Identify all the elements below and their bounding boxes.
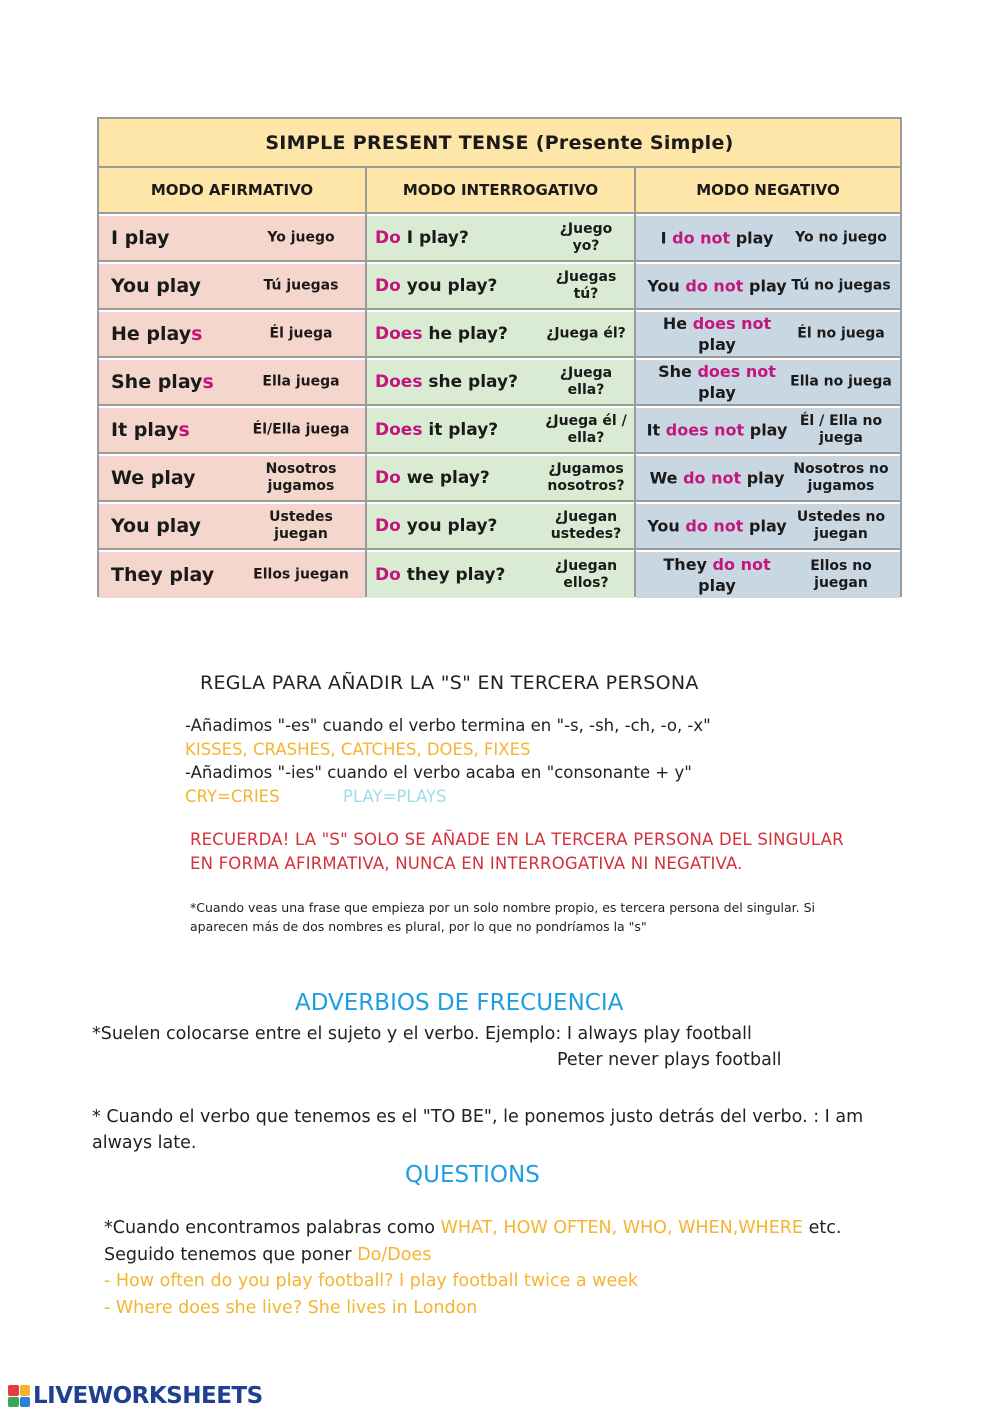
interrogative-rest: you play? [400,276,498,296]
negative-translation: Ellos no juegan [810,558,872,591]
negative-cell [636,504,900,550]
negative-cell [636,552,900,598]
adverbs-line-2: Peter never plays football [557,1050,782,1070]
interrogative-sentence [375,468,490,488]
adverbs-line-3: * Cuando el verbo que tenemos es el "TO BE", le ponemos justo detrás del verbo. : I am always late. [92,1107,864,1153]
affirmative-translation: Él juega [269,325,333,342]
questions-line-1 [104,1218,841,1238]
negative-cell [636,360,900,406]
negative-translation: Tú no juegas [791,277,891,294]
affirmative-translation: Tú juegas [263,277,339,294]
questions-line-2-text: Seguido tenemos que poner [104,1245,358,1265]
negative-auxiliary: does not [697,362,776,381]
rule-es-examples: KISSES, CRASHES, CATCHES, DOES, FIXES [185,740,531,759]
negative-verb: play [744,420,788,440]
auxiliary-verb: Do [375,468,401,488]
negative-translation: Nosotros no jugamos [793,461,889,494]
negative-subject: She [658,362,698,381]
negative-cell [636,312,900,358]
interrogative-cell [367,264,634,310]
affirmative-cell [99,216,365,262]
negative-translation: Ella no juega [790,373,892,390]
auxiliary-verb: Do [375,516,401,536]
interrogative-cell [367,504,634,550]
interrogative-cell [367,408,634,454]
header-negative: MODO NEGATIVO [636,168,900,214]
simple-present-table [97,117,902,597]
liveworksheets-logo[interactable] [8,1383,263,1409]
third-person-s: s [191,323,203,345]
affirmative-sentence [111,515,201,537]
logo-square [20,1385,31,1396]
interrogative-translation: ¿Juegan ellos? [554,558,618,591]
interrogative-translation: ¿Juega él / ella? [545,413,627,446]
interrogative-sentence [375,565,505,585]
negative-verb: play [730,228,774,248]
interrogative-rest: we play? [400,468,490,488]
negative-subject: You [647,516,686,536]
header-interrogative: MODO INTERROGATIVO [367,168,634,214]
affirmative-verb: You play [111,275,201,297]
negative-auxiliary: does not [665,420,745,440]
adverbs-title: ADVERBIOS DE FRECUENCIA [295,990,624,1016]
interrogative-rest: I play? [400,228,469,248]
negative-subject: They [663,555,713,574]
negative-sentence [642,313,792,355]
questions-example-2: - Where does she live? She lives in London [104,1298,478,1318]
negative-sentence [642,420,792,441]
interrogative-rest: it play? [422,420,499,440]
negative-subject: He [662,314,693,333]
interrogative-sentence [375,276,497,296]
affirmative-translation: Ella juega [262,373,340,390]
affirmative-translation: Él/Ella juega [252,421,350,438]
interrogative-sentence [375,516,497,536]
negative-auxiliary: does not [692,314,772,333]
affirmative-verb: It play [111,419,179,441]
negative-translation: Ustedes no juegan [796,509,886,542]
do-does-word: Do/Does [357,1245,432,1265]
interrogative-translation: ¿Juegan ustedes? [550,509,622,542]
questions-line-1-text: *Cuando encontramos palabras como [104,1218,441,1238]
negative-subject: You [647,276,686,296]
affirmative-cell [99,456,365,502]
interrogative-sentence [375,228,469,248]
interrogative-cell [367,360,634,406]
auxiliary-verb: Does [375,324,423,344]
auxiliary-verb: Do [375,228,401,248]
interrogative-sentence [375,420,498,440]
negative-auxiliary: do not [685,276,744,296]
negative-verb: play [698,576,736,595]
affirmative-verb: They play [111,564,215,586]
affirmative-cell [99,360,365,406]
negative-verb: play [743,276,787,296]
footnote-text: *Cuando veas una frase que empieza por un solo nombre propio, es tercera persona del singular. Si aparecen más de dos nombres es plural, por lo que no pondríamos la "s" [190,900,815,934]
interrogative-rest: he play? [422,324,508,344]
negative-subject: I [660,228,673,248]
logo-text: LIVEWORKSHEETS [33,1383,263,1409]
affirmative-cell [99,264,365,310]
logo-square [20,1397,31,1408]
questions-example-1: - How often do you play football? I play football twice a week [104,1271,639,1291]
rule-ies-example: CRY=CRIES [185,787,280,806]
reminder-text: RECUERDA! LA "S" SOLO SE AÑADE EN LA TERCERA PERSONA DEL SINGULAR EN FORMA AFIRMATIVA, NUNCA EN INTERROGATIVA NI NEGATIVA. [190,830,844,873]
affirmative-translation: Yo juego [267,229,335,246]
interrogative-translation: ¿Juego yo? [559,221,613,254]
negative-auxiliary: do not [683,468,742,488]
affirmative-verb: She play [111,371,203,393]
affirmative-cell [99,312,365,358]
negative-cell [636,216,900,262]
negative-translation: Yo no juego [795,229,887,246]
affirmative-sentence [111,275,201,297]
table-title: SIMPLE PRESENT TENSE (Presente Simple) [99,119,900,168]
interrogative-sentence [375,372,518,392]
interrogative-translation: ¿Juega ella? [559,365,613,398]
affirmative-sentence [111,419,190,441]
interrogative-cell [367,216,634,262]
affirmative-translation: Ellos juegan [253,566,349,583]
affirmative-translation: Ustedes juegan [269,509,333,542]
interrogative-cell [367,312,634,358]
negative-auxiliary: do not [685,516,744,536]
interrogative-rest: you play? [400,516,498,536]
interrogative-rest: they play? [400,565,506,585]
affirmative-verb: We play [111,467,196,489]
logo-square [8,1397,19,1408]
interrogative-translation: ¿Jugamos nosotros? [547,461,625,494]
question-words: WHAT, HOW OFTEN, WHO, WHEN,WHERE [440,1218,803,1238]
third-person-s: s [178,419,190,441]
affirmative-cell [99,504,365,550]
negative-cell [636,264,900,310]
auxiliary-verb: Does [375,372,423,392]
rule-plays-example: PLAY=PLAYS [343,787,447,806]
affirmative-translation: Nosotros jugamos [265,461,337,494]
negative-subject: It [646,420,666,440]
adverbs-line-1: *Suelen colocarse entre el sujeto y el verbo. Ejemplo: I always play football [92,1024,752,1044]
negative-auxiliary: do not [672,228,731,248]
affirmative-sentence [111,467,196,489]
affirmative-sentence [111,564,214,586]
affirmative-sentence [111,227,169,249]
negative-translation: Él / Ella no juega [799,413,883,446]
auxiliary-verb: Do [375,276,401,296]
logo-icon [8,1385,30,1407]
negative-verb: play [741,468,785,488]
negative-cell [636,456,900,502]
negative-sentence [642,228,792,249]
affirmative-verb: He play [111,323,192,345]
interrogative-rest: she play? [422,372,518,392]
interrogative-sentence [375,324,508,344]
questions-line-1-end: etc. [803,1218,842,1238]
affirmative-sentence [111,323,202,345]
affirmative-sentence [111,371,214,393]
header-affirmative: MODO AFIRMATIVO [99,168,365,214]
negative-sentence [642,554,792,596]
interrogative-translation: ¿Juega él? [546,325,626,342]
affirmative-verb: You play [111,515,201,537]
logo-square [8,1385,19,1396]
negative-auxiliary: do not [712,555,771,574]
questions-line-2 [104,1245,431,1265]
negative-verb: play [698,383,736,402]
interrogative-cell [367,456,634,502]
negative-sentence [642,361,792,403]
negative-verb: play [743,516,787,536]
negative-cell [636,408,900,454]
negative-subject: We [649,468,684,488]
negative-translation: Él no juega [797,325,885,342]
rule-ies-text: -Añadimos "-ies" cuando el verbo acaba en "consonante + y" [185,763,692,782]
affirmative-cell [99,552,365,598]
affirmative-verb: I play [111,227,170,249]
questions-title: QUESTIONS [405,1162,540,1188]
affirmative-cell [99,408,365,454]
interrogative-translation: ¿Juegas tú? [555,269,617,302]
negative-sentence [642,468,792,489]
interrogative-cell [367,552,634,598]
negative-verb: play [698,335,736,354]
third-person-s: s [202,371,214,393]
rule-es-text: -Añadimos "-es" cuando el verbo termina en "-s, -sh, -ch, -o, -x" [185,716,711,735]
rule-title: REGLA PARA AÑADIR LA "S" EN TERCERA PERSONA [200,672,699,694]
auxiliary-verb: Do [375,565,401,585]
auxiliary-verb: Does [375,420,423,440]
negative-sentence [642,276,792,297]
negative-sentence [642,516,792,537]
